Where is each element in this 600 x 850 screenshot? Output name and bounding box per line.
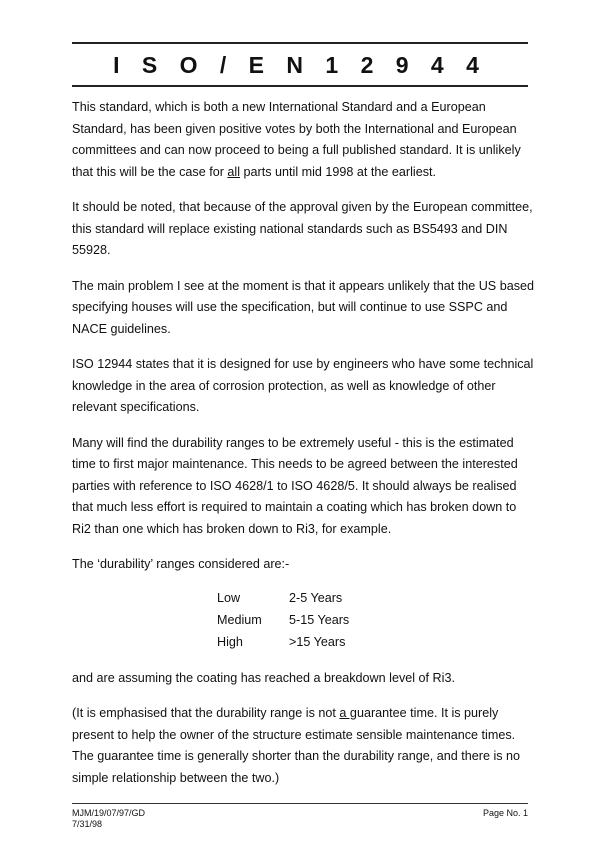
paragraph-8-underlined: a g (339, 706, 357, 720)
paragraph-6: The ‘durability’ ranges considered are:- (72, 557, 290, 571)
title-bottom-rule (72, 85, 528, 87)
paragraph-1-underlined: all (227, 164, 241, 179)
table-row (217, 610, 349, 632)
range-years: >15 Years (289, 634, 346, 649)
page-title: I S O / E N 1 2 9 4 4 (113, 52, 487, 78)
footer-left (72, 808, 145, 830)
range-category: Medium (217, 612, 262, 627)
paragraph-5: Many will find the durability ranges to be extremely useful - this is the estimated time to first major maintenance. This needs to be agreed between the interested parties with reference to ISO 4628/1 to ISO 4628/5. It should always be realised that much less effort is required to maintain a coating which has broken down to Ri2 than one which has broken down to Ri3, for example. (72, 435, 518, 536)
document-body (72, 97, 537, 803)
paragraph-8-text-b: uarantee time. It is purely present to help the owner of the structure estimate sensible maintenance times. The guarantee time is generally shorter than the durability range, and there is no simple relationship between the two.) (72, 706, 521, 785)
paragraph-1-text-a: This standard, which is both a new International Standard and a European Standard, has been given positive votes by both the International and European committees and can now proceed to being a full published standard. It is unlikely that this will be the case for (72, 100, 521, 179)
paragraph-1-text-b: parts until mid 1998 at the earliest. (240, 164, 437, 179)
paragraph-7: and are assuming the coating has reached a breakdown level of Ri3. (72, 670, 455, 685)
paragraph-8-text-a: (It is emphasised that the durability range is not (72, 706, 340, 720)
range-category: High (217, 634, 243, 649)
paragraph-4: ISO 12944 states that it is designed for use by engineers who have some technical knowledge in the area of corrosion protection, as well as knowledge of other relevant specifications. (72, 357, 534, 414)
footer-date: 7/31/98 (72, 819, 103, 829)
range-years: 2-5 Years (289, 590, 343, 605)
table-row (217, 632, 349, 654)
table-row (217, 588, 349, 610)
footer-reference: MJM/19/07/97/GD (72, 808, 146, 818)
paragraph-3: The main problem I see at the moment is that it appears unlikely that the US based specifying houses will use the specification, but will continue to use SSPC and NACE guidelines. (72, 278, 535, 336)
title-top-rule (72, 42, 528, 44)
durability-ranges-table (217, 588, 349, 654)
paragraph-1 (72, 97, 537, 183)
footer-page-number: Page No. 1 (482, 808, 528, 818)
paragraph-2: It should be noted, that because of the approval given by the European committee, this standard will replace existing national standards such as BS5493 and DIN 55928. (72, 200, 533, 257)
paragraph-8 (72, 703, 537, 789)
range-years: 5-15 Years (289, 612, 350, 627)
footer-rule (72, 803, 528, 804)
range-category: Low (217, 590, 241, 605)
